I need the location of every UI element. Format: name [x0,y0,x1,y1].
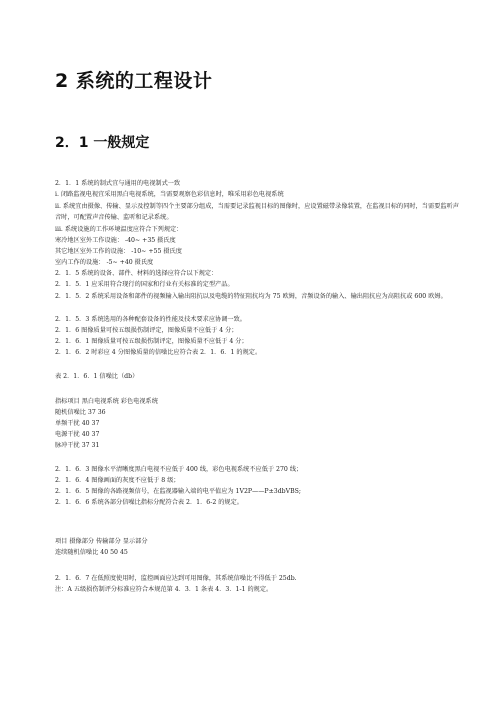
text-line: 2．1．6．2 时彩应 4 分图像质量的信噪比应符合表 2．1．6．1 的规定。 [55,349,262,356]
text-paragraph: ii. 系统宜由摄像、传输、显示及控制等四个主要部分组成，当需要记录监视目标的图像时，应设置磁带录像装置，在监视目标的同时，当需要监听声音时，可配置声音传输、监听和记录系统。 [55,203,459,221]
text-line: 寒冷地区室外工作设施： -40~ +35 摄氏度 [55,237,176,244]
text-paragraph: 2．1．5．2 系统采用设备和部件的视频输入输出阻抗以及电缆的特征阻抗均为 75 欧姆，音频设备的输入、输出阻抗应为高阻抗或 600 欧姆。 [55,293,447,300]
text-line: i. 闭路监视电视宜采用黑白电视系统，当需要观察色彩信息时，唯采用彩色电视系统 [55,191,284,198]
table-header-row: 指标项目 黑白电视系统 彩色电视系统 [55,398,158,405]
text-line: 其它地区室外工作的设施： -10~ +55 摄氏度 [55,248,182,255]
text-line: 2．1．6．3 图像水平清晰度黑白电视不应低于 400 线，彩色电视系统不应低于 270 线； [55,466,303,473]
text-line: 室内工作的设施： -5~ +40 摄氏度 [55,259,154,266]
table-row: 脉冲干扰 37 31 [55,442,100,449]
text-line: 2．1．5．1 应采用符合现行的国家和行业有关标准的定型产品。 [55,281,234,288]
table-row: 随机信噪比 37 36 [55,409,106,416]
text-line: 2．1．5．3 系统选用的各种配套设备的性能及技术要求应协调一致。 [55,316,246,323]
text-line: 2．1．1 系统的制式宜与通用的电视制式一致 [55,180,181,187]
text-line: iii. 系统设施的工作环境温度应符合下列规定： [55,226,183,233]
table-header-row: 项目 摄像部分 传输部分 显示部分 [55,538,148,545]
note-line: 注：A 五级损伤制评分标准应符合本规范第 4．3．1 条表 4．3．1-1 的规定。 [55,586,273,593]
text-line: 2．1．6．1 图像质量可按五级损伤制评定，图像质量不应低于 4 分； [55,338,248,345]
section-title: 2．1 一般规定 [55,135,150,151]
text-line: 2．1．6．4 图像画面的灰度不应低于 8 级； [55,477,180,484]
table-row: 单频干扰 40 37 [55,420,100,427]
text-line: 2．1．6 图像质量可按五级损伤制评定，图像质量不应低于 4 分； [55,327,238,334]
text-line: 2．1．6．7 在低照度使用时，监控画面应达到可用图像，其系统信噪比不得低于 25db. [55,575,297,582]
table-row: 连续随机信噪比 40 50 45 [55,549,128,556]
table-caption: 表 2．1．6．1 信噪比（db） [55,373,139,380]
text-line: 2．1．6．6 系统各部分信噪比指标分配符合表 2．1．6-2 的规定。 [55,499,243,506]
chapter-title: 2 系统的工程设计 [55,70,213,92]
table-row: 电源干扰 40 37 [55,431,100,438]
text-line: 2．1．5 系统的设备、部件、材料的选择应符合以下规定： [55,270,218,277]
text-line: 2．1．6．5 图像的各路视频信号，在监视器输入端的电平值应为 1V2P——P±3dbVBS; [55,488,301,495]
